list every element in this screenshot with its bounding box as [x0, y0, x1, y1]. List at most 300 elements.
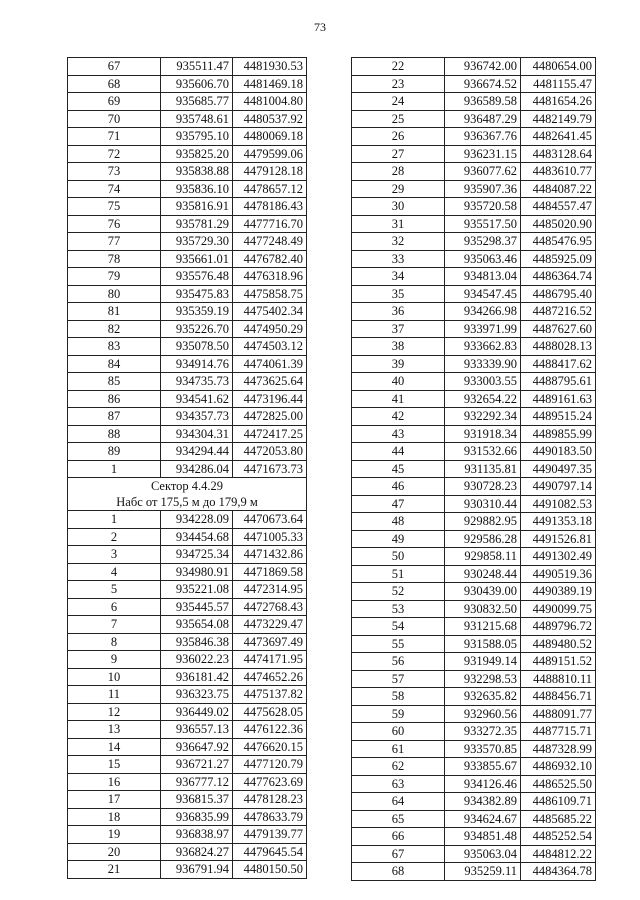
x-coordinate-cell: 935445.57 — [161, 598, 233, 616]
table-row — [352, 653, 596, 671]
y-coordinate-cell: 4488417.62 — [521, 355, 596, 373]
point-number-cell: 38 — [352, 338, 445, 356]
y-coordinate-cell: 4476122.36 — [233, 721, 307, 739]
point-number-cell: 70 — [68, 110, 161, 128]
x-coordinate-cell: 930832.50 — [445, 600, 521, 618]
point-number-cell: 37 — [352, 320, 445, 338]
x-coordinate-cell: 935836.10 — [161, 180, 233, 198]
x-coordinate-cell: 934541.62 — [161, 390, 233, 408]
table-row — [352, 530, 596, 548]
x-coordinate-cell: 934735.73 — [161, 373, 233, 391]
x-coordinate-cell: 929858.11 — [445, 548, 521, 566]
y-coordinate-cell: 4489161.63 — [521, 390, 596, 408]
point-number-cell: 61 — [352, 740, 445, 758]
point-number-cell: 1 — [68, 460, 161, 478]
y-coordinate-cell: 4480069.18 — [233, 128, 307, 146]
point-number-cell: 87 — [68, 408, 161, 426]
y-coordinate-cell: 4490797.14 — [521, 478, 596, 496]
left-table-rows-a — [68, 58, 307, 478]
left-table-rows-b — [68, 511, 307, 879]
x-coordinate-cell: 935729.30 — [161, 233, 233, 251]
point-number-cell: 29 — [352, 180, 445, 198]
x-coordinate-cell: 932298.53 — [445, 670, 521, 688]
point-number-cell: 1 — [68, 511, 161, 529]
y-coordinate-cell: 4474171.95 — [233, 651, 307, 669]
sector-title: Сектор 4.4.29 — [150, 479, 224, 493]
table-row — [68, 756, 307, 774]
x-coordinate-cell: 936815.37 — [161, 791, 233, 809]
table-row — [68, 773, 307, 791]
x-coordinate-cell: 932635.82 — [445, 688, 521, 706]
point-number-cell: 68 — [68, 75, 161, 93]
point-number-cell: 81 — [68, 303, 161, 321]
y-coordinate-cell: 4477248.49 — [233, 233, 307, 251]
table-row — [68, 581, 307, 599]
y-coordinate-cell: 4475402.34 — [233, 303, 307, 321]
y-coordinate-cell: 4486109.71 — [521, 793, 596, 811]
y-coordinate-cell: 4482149.79 — [521, 110, 596, 128]
table-row — [68, 808, 307, 826]
y-coordinate-cell: 4489515.24 — [521, 408, 596, 426]
y-coordinate-cell: 4476782.40 — [233, 250, 307, 268]
table-row — [68, 320, 307, 338]
x-coordinate-cell: 936487.29 — [445, 110, 521, 128]
point-number-cell: 68 — [352, 863, 445, 881]
point-number-cell: 47 — [352, 495, 445, 513]
x-coordinate-cell: 934382.89 — [445, 793, 521, 811]
x-coordinate-cell: 933971.99 — [445, 320, 521, 338]
x-coordinate-cell: 935907.36 — [445, 180, 521, 198]
point-number-cell: 15 — [68, 756, 161, 774]
point-number-cell: 27 — [352, 145, 445, 163]
point-number-cell: 50 — [352, 548, 445, 566]
table-row — [68, 145, 307, 163]
y-coordinate-cell: 4474652.26 — [233, 668, 307, 686]
y-coordinate-cell: 4477120.79 — [233, 756, 307, 774]
table-row — [68, 58, 307, 76]
point-number-cell: 84 — [68, 355, 161, 373]
point-number-cell: 66 — [352, 828, 445, 846]
point-number-cell: 19 — [68, 826, 161, 844]
table-row — [352, 565, 596, 583]
x-coordinate-cell: 936742.00 — [445, 58, 521, 76]
x-coordinate-cell: 933272.35 — [445, 723, 521, 741]
table-row — [352, 583, 596, 601]
x-coordinate-cell: 935221.08 — [161, 581, 233, 599]
sector-header-row — [68, 478, 307, 511]
y-coordinate-cell: 4484364.78 — [521, 863, 596, 881]
y-coordinate-cell: 4490389.19 — [521, 583, 596, 601]
point-number-cell: 14 — [68, 738, 161, 756]
table-row — [352, 775, 596, 793]
y-coordinate-cell: 4471869.58 — [233, 563, 307, 581]
point-number-cell: 44 — [352, 443, 445, 461]
point-number-cell: 48 — [352, 513, 445, 531]
y-coordinate-cell: 4491353.18 — [521, 513, 596, 531]
sector-header-cell — [68, 478, 307, 511]
y-coordinate-cell: 4471673.73 — [233, 460, 307, 478]
point-number-cell: 4 — [68, 563, 161, 581]
point-number-cell: 69 — [68, 93, 161, 111]
y-coordinate-cell: 4491082.53 — [521, 495, 596, 513]
point-number-cell: 41 — [352, 390, 445, 408]
x-coordinate-cell: 936323.75 — [161, 686, 233, 704]
point-number-cell: 46 — [352, 478, 445, 496]
table-row — [68, 616, 307, 634]
table-row — [68, 233, 307, 251]
y-coordinate-cell: 4484812.22 — [521, 845, 596, 863]
y-coordinate-cell: 4485476.95 — [521, 233, 596, 251]
x-coordinate-cell: 936557.13 — [161, 721, 233, 739]
y-coordinate-cell: 4475858.75 — [233, 285, 307, 303]
point-number-cell: 30 — [352, 198, 445, 216]
point-number-cell: 25 — [352, 110, 445, 128]
table-row — [68, 180, 307, 198]
y-coordinate-cell: 4489855.99 — [521, 425, 596, 443]
table-row — [352, 250, 596, 268]
x-coordinate-cell: 931135.81 — [445, 460, 521, 478]
y-coordinate-cell: 4490099.75 — [521, 600, 596, 618]
coordinates-table-right — [351, 57, 596, 881]
table-row — [352, 268, 596, 286]
x-coordinate-cell: 935825.20 — [161, 145, 233, 163]
x-coordinate-cell: 932654.22 — [445, 390, 521, 408]
x-coordinate-cell: 933003.55 — [445, 373, 521, 391]
point-number-cell: 62 — [352, 758, 445, 776]
point-number-cell: 67 — [352, 845, 445, 863]
x-coordinate-cell: 936721.27 — [161, 756, 233, 774]
y-coordinate-cell: 4487216.52 — [521, 303, 596, 321]
point-number-cell: 78 — [68, 250, 161, 268]
table-row — [68, 843, 307, 861]
y-coordinate-cell: 4479645.54 — [233, 843, 307, 861]
x-coordinate-cell: 935259.11 — [445, 863, 521, 881]
table-row — [352, 863, 596, 881]
point-number-cell: 54 — [352, 618, 445, 636]
table-row — [68, 721, 307, 739]
y-coordinate-cell: 4472417.25 — [233, 425, 307, 443]
x-coordinate-cell: 935475.83 — [161, 285, 233, 303]
point-number-cell: 55 — [352, 635, 445, 653]
x-coordinate-cell: 936647.92 — [161, 738, 233, 756]
table-row — [68, 651, 307, 669]
point-number-cell: 58 — [352, 688, 445, 706]
y-coordinate-cell: 4472825.00 — [233, 408, 307, 426]
table-row — [68, 285, 307, 303]
page-number: 73 — [314, 20, 326, 34]
y-coordinate-cell: 4485925.09 — [521, 250, 596, 268]
point-number-cell: 13 — [68, 721, 161, 739]
point-number-cell: 51 — [352, 565, 445, 583]
x-coordinate-cell: 931588.05 — [445, 635, 521, 653]
table-row — [352, 338, 596, 356]
y-coordinate-cell: 4479139.77 — [233, 826, 307, 844]
right-table-rows — [352, 58, 596, 881]
x-coordinate-cell: 935517.50 — [445, 215, 521, 233]
point-number-cell: 6 — [68, 598, 161, 616]
point-number-cell: 23 — [352, 75, 445, 93]
x-coordinate-cell: 935748.61 — [161, 110, 233, 128]
table-row — [352, 478, 596, 496]
table-row — [352, 460, 596, 478]
point-number-cell: 32 — [352, 233, 445, 251]
y-coordinate-cell: 4480150.50 — [233, 861, 307, 879]
y-coordinate-cell: 4479599.06 — [233, 145, 307, 163]
table-row — [68, 826, 307, 844]
point-number-cell: 5 — [68, 581, 161, 599]
x-coordinate-cell: 936777.12 — [161, 773, 233, 791]
table-row — [68, 598, 307, 616]
table-row — [68, 93, 307, 111]
table-row — [352, 233, 596, 251]
x-coordinate-cell: 933662.83 — [445, 338, 521, 356]
point-number-cell: 75 — [68, 198, 161, 216]
table-row — [68, 390, 307, 408]
y-coordinate-cell: 4490497.35 — [521, 460, 596, 478]
table-row — [68, 163, 307, 181]
y-coordinate-cell: 4480537.92 — [233, 110, 307, 128]
y-coordinate-cell: 4489796.72 — [521, 618, 596, 636]
table-row — [352, 495, 596, 513]
table-row — [68, 338, 307, 356]
x-coordinate-cell: 934454.68 — [161, 528, 233, 546]
point-number-cell: 56 — [352, 653, 445, 671]
point-number-cell: 53 — [352, 600, 445, 618]
y-coordinate-cell: 4488810.11 — [521, 670, 596, 688]
point-number-cell: 77 — [68, 233, 161, 251]
y-coordinate-cell: 4474950.29 — [233, 320, 307, 338]
point-number-cell: 35 — [352, 285, 445, 303]
table-row — [352, 285, 596, 303]
table-row — [352, 810, 596, 828]
point-number-cell: 42 — [352, 408, 445, 426]
x-coordinate-cell: 936449.02 — [161, 703, 233, 721]
y-coordinate-cell: 4470673.64 — [233, 511, 307, 529]
table-row — [68, 408, 307, 426]
table-row — [68, 110, 307, 128]
y-coordinate-cell: 4486364.74 — [521, 268, 596, 286]
table-row — [352, 425, 596, 443]
y-coordinate-cell: 4491302.49 — [521, 548, 596, 566]
y-coordinate-cell: 4477716.70 — [233, 215, 307, 233]
y-coordinate-cell: 4479128.18 — [233, 163, 307, 181]
y-coordinate-cell: 4488028.13 — [521, 338, 596, 356]
point-number-cell: 18 — [68, 808, 161, 826]
table-row — [352, 513, 596, 531]
point-number-cell: 65 — [352, 810, 445, 828]
point-number-cell: 74 — [68, 180, 161, 198]
x-coordinate-cell: 935720.58 — [445, 198, 521, 216]
table-row — [68, 250, 307, 268]
y-coordinate-cell: 4478657.12 — [233, 180, 307, 198]
x-coordinate-cell: 930248.44 — [445, 565, 521, 583]
table-row — [68, 425, 307, 443]
point-number-cell: 88 — [68, 425, 161, 443]
y-coordinate-cell: 4473229.47 — [233, 616, 307, 634]
x-coordinate-cell: 936589.58 — [445, 93, 521, 111]
y-coordinate-cell: 4485685.22 — [521, 810, 596, 828]
x-coordinate-cell: 935846.38 — [161, 633, 233, 651]
table-row — [352, 373, 596, 391]
point-number-cell: 85 — [68, 373, 161, 391]
x-coordinate-cell: 935576.48 — [161, 268, 233, 286]
y-coordinate-cell: 4471432.86 — [233, 546, 307, 564]
y-coordinate-cell: 4486795.40 — [521, 285, 596, 303]
table-row — [68, 75, 307, 93]
table-row — [352, 320, 596, 338]
y-coordinate-cell: 4481155.47 — [521, 75, 596, 93]
point-number-cell: 43 — [352, 425, 445, 443]
x-coordinate-cell: 931949.14 — [445, 653, 521, 671]
y-coordinate-cell: 4489151.52 — [521, 653, 596, 671]
x-coordinate-cell: 931532.66 — [445, 443, 521, 461]
table-row — [352, 600, 596, 618]
y-coordinate-cell: 4486525.50 — [521, 775, 596, 793]
table-row — [68, 528, 307, 546]
y-coordinate-cell: 4471005.33 — [233, 528, 307, 546]
x-coordinate-cell: 935838.88 — [161, 163, 233, 181]
x-coordinate-cell: 936835.99 — [161, 808, 233, 826]
table-row — [68, 198, 307, 216]
x-coordinate-cell: 936674.52 — [445, 75, 521, 93]
y-coordinate-cell: 4484087.22 — [521, 180, 596, 198]
y-coordinate-cell: 4475137.82 — [233, 686, 307, 704]
x-coordinate-cell: 934126.46 — [445, 775, 521, 793]
y-coordinate-cell: 4474061.39 — [233, 355, 307, 373]
table-row — [352, 75, 596, 93]
table-row — [68, 460, 307, 478]
table-row — [352, 128, 596, 146]
x-coordinate-cell: 935685.77 — [161, 93, 233, 111]
y-coordinate-cell: 4472053.80 — [233, 443, 307, 461]
table-row — [68, 668, 307, 686]
point-number-cell: 28 — [352, 163, 445, 181]
y-coordinate-cell: 4473697.49 — [233, 633, 307, 651]
x-coordinate-cell: 935661.01 — [161, 250, 233, 268]
table-row — [352, 635, 596, 653]
x-coordinate-cell: 934624.67 — [445, 810, 521, 828]
x-coordinate-cell: 935816.91 — [161, 198, 233, 216]
y-coordinate-cell: 4481654.26 — [521, 93, 596, 111]
y-coordinate-cell: 4490183.50 — [521, 443, 596, 461]
y-coordinate-cell: 4485252.54 — [521, 828, 596, 846]
table-row — [352, 408, 596, 426]
table-row — [68, 563, 307, 581]
y-coordinate-cell: 4478633.79 — [233, 808, 307, 826]
point-number-cell: 16 — [68, 773, 161, 791]
x-coordinate-cell: 935226.70 — [161, 320, 233, 338]
y-coordinate-cell: 4487715.71 — [521, 723, 596, 741]
table-row — [68, 443, 307, 461]
table-row — [68, 861, 307, 879]
x-coordinate-cell: 930310.44 — [445, 495, 521, 513]
point-number-cell: 80 — [68, 285, 161, 303]
table-row — [68, 355, 307, 373]
point-number-cell: 82 — [68, 320, 161, 338]
point-number-cell: 40 — [352, 373, 445, 391]
x-coordinate-cell: 934228.09 — [161, 511, 233, 529]
x-coordinate-cell: 934547.45 — [445, 285, 521, 303]
y-coordinate-cell: 4488091.77 — [521, 705, 596, 723]
x-coordinate-cell: 931918.34 — [445, 425, 521, 443]
table-row — [68, 373, 307, 391]
x-coordinate-cell: 936077.62 — [445, 163, 521, 181]
x-coordinate-cell: 930439.00 — [445, 583, 521, 601]
table-row — [68, 215, 307, 233]
x-coordinate-cell: 936231.15 — [445, 145, 521, 163]
x-coordinate-cell: 934304.31 — [161, 425, 233, 443]
x-coordinate-cell: 933339.90 — [445, 355, 521, 373]
point-number-cell: 79 — [68, 268, 161, 286]
table-row — [68, 633, 307, 651]
point-number-cell: 17 — [68, 791, 161, 809]
table-row — [352, 548, 596, 566]
y-coordinate-cell: 4473625.64 — [233, 373, 307, 391]
table-row — [352, 145, 596, 163]
table-row — [352, 215, 596, 233]
y-coordinate-cell: 4486932.10 — [521, 758, 596, 776]
point-number-cell: 36 — [352, 303, 445, 321]
x-coordinate-cell: 935606.70 — [161, 75, 233, 93]
x-coordinate-cell: 936791.94 — [161, 861, 233, 879]
point-number-cell: 67 — [68, 58, 161, 76]
x-coordinate-cell: 936181.42 — [161, 668, 233, 686]
x-coordinate-cell: 935781.29 — [161, 215, 233, 233]
point-number-cell: 20 — [68, 843, 161, 861]
y-coordinate-cell: 4475628.05 — [233, 703, 307, 721]
y-coordinate-cell: 4474503.12 — [233, 338, 307, 356]
table-row — [352, 828, 596, 846]
point-number-cell: 21 — [68, 861, 161, 879]
point-number-cell: 83 — [68, 338, 161, 356]
point-number-cell: 33 — [352, 250, 445, 268]
x-coordinate-cell: 933570.85 — [445, 740, 521, 758]
point-number-cell: 89 — [68, 443, 161, 461]
x-coordinate-cell: 935063.46 — [445, 250, 521, 268]
x-coordinate-cell: 935511.47 — [161, 58, 233, 76]
y-coordinate-cell: 4483128.64 — [521, 145, 596, 163]
table-row — [352, 845, 596, 863]
table-row — [68, 128, 307, 146]
sector-header — [68, 478, 307, 511]
x-coordinate-cell: 935654.08 — [161, 616, 233, 634]
table-row — [352, 688, 596, 706]
point-number-cell: 63 — [352, 775, 445, 793]
x-coordinate-cell: 934851.48 — [445, 828, 521, 846]
table-row — [352, 740, 596, 758]
table-row — [352, 180, 596, 198]
x-coordinate-cell: 934813.04 — [445, 268, 521, 286]
point-number-cell: 31 — [352, 215, 445, 233]
table-row — [352, 163, 596, 181]
point-number-cell: 52 — [352, 583, 445, 601]
table-row — [352, 198, 596, 216]
table-row — [352, 758, 596, 776]
point-number-cell: 71 — [68, 128, 161, 146]
point-number-cell: 11 — [68, 686, 161, 704]
point-number-cell: 2 — [68, 528, 161, 546]
table-row — [68, 546, 307, 564]
x-coordinate-cell: 932960.56 — [445, 705, 521, 723]
x-coordinate-cell: 934294.44 — [161, 443, 233, 461]
point-number-cell: 26 — [352, 128, 445, 146]
table-row — [68, 791, 307, 809]
x-coordinate-cell: 929586.28 — [445, 530, 521, 548]
table-row — [352, 390, 596, 408]
y-coordinate-cell: 4485020.90 — [521, 215, 596, 233]
x-coordinate-cell: 934914.76 — [161, 355, 233, 373]
x-coordinate-cell: 935795.10 — [161, 128, 233, 146]
